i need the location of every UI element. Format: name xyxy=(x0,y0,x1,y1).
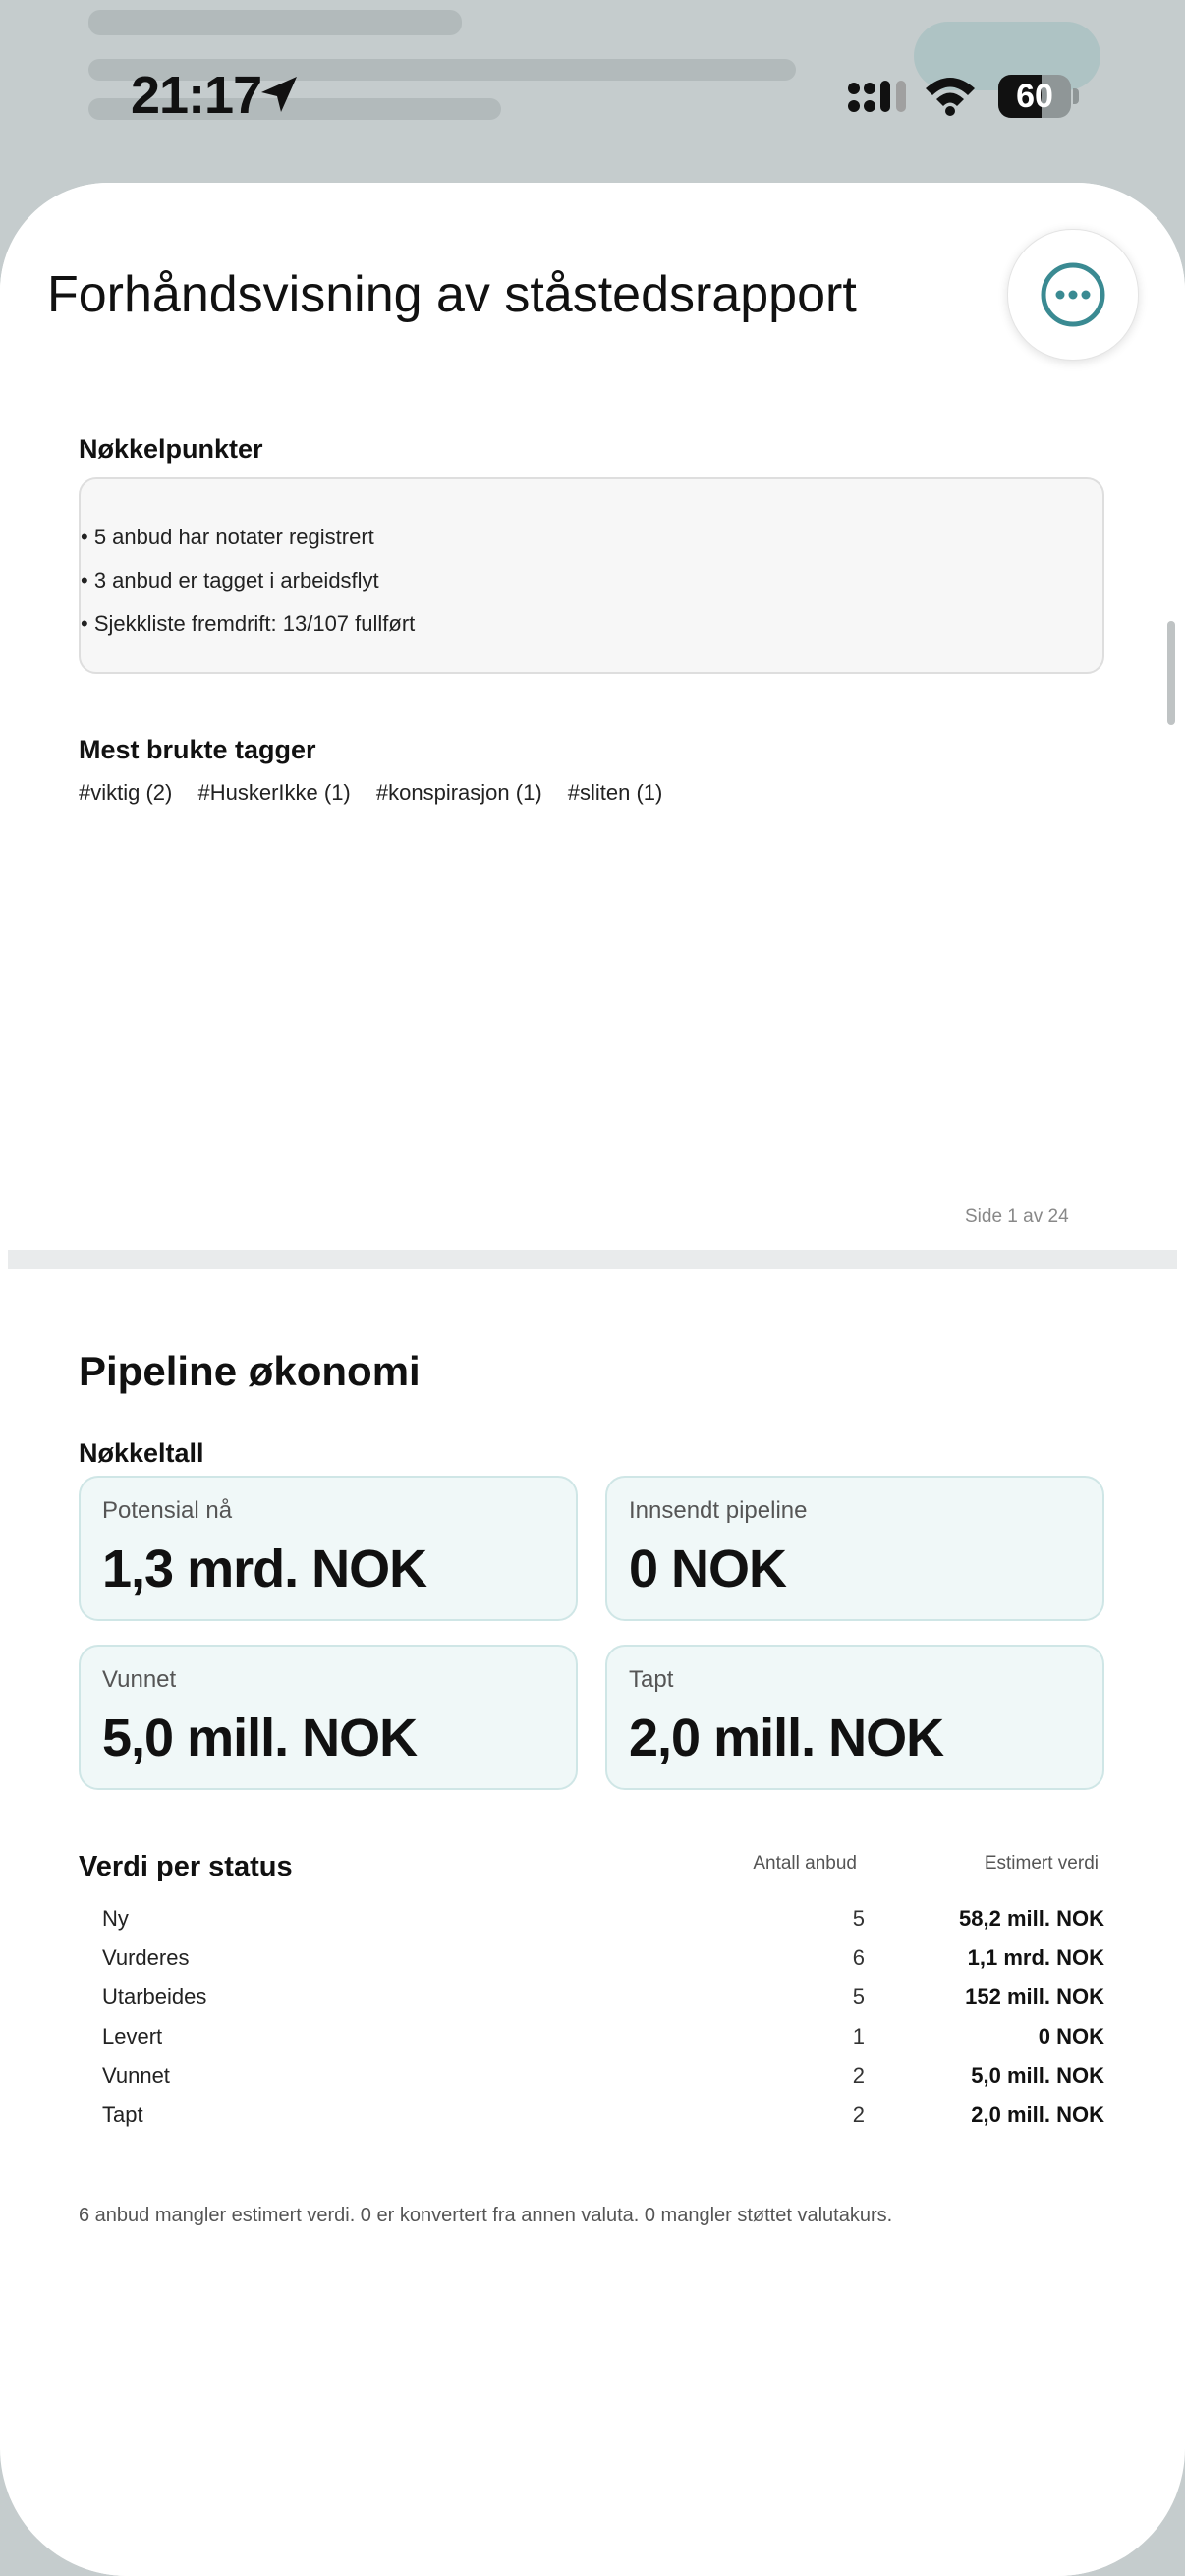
status-bar xyxy=(0,0,1185,187)
status-value: 152 mill. NOK xyxy=(965,1985,1104,2009)
status-count: 2 xyxy=(852,2102,865,2127)
report-page-1 xyxy=(8,389,1177,1250)
status-row xyxy=(102,2024,1104,2063)
status-row xyxy=(102,1985,1104,2024)
kpi-label: Potensial nå xyxy=(102,1497,233,1524)
pipeline-title: Pipeline økonomi xyxy=(79,1348,421,1394)
sheet-header xyxy=(0,183,1185,389)
status-name: Vurderes xyxy=(102,1945,190,1970)
report-preview-scroll[interactable] xyxy=(8,389,1177,2576)
key-point-item: • 3 anbud er tagget i arbeidsflyt xyxy=(81,568,379,592)
scrollbar-thumb[interactable] xyxy=(1167,621,1175,725)
kpi-label: Tapt xyxy=(629,1666,674,1693)
preview-sheet xyxy=(0,183,1185,2576)
battery-indicator xyxy=(998,75,1079,118)
tag-item: #sliten (1) xyxy=(567,780,663,805)
battery-tip xyxy=(1073,88,1079,104)
key-point-item: • Sjekkliste fremdrift: 13/107 fullført xyxy=(81,611,416,636)
wifi-icon xyxy=(922,73,979,116)
tag-item: #viktig (2) xyxy=(79,780,173,805)
status-row xyxy=(102,2102,1104,2142)
status-count: 2 xyxy=(852,2063,865,2088)
key-points-title: Nøkkelpunkter xyxy=(79,434,263,464)
location-arrow-icon xyxy=(257,73,301,116)
report-page-2 xyxy=(8,1269,1177,2576)
battery-body xyxy=(998,75,1071,118)
more-options-button[interactable] xyxy=(1007,229,1139,361)
page-number: Side 1 av 24 xyxy=(965,1206,1069,1227)
kpi-value: 0 NOK xyxy=(629,1540,787,1598)
status-footnote: 6 anbud mangler estimert verdi. 0 er konvertert fra annen valuta. 0 mangler støttet valutakurs. xyxy=(79,2205,893,2226)
ellipsis-circle-icon xyxy=(1040,261,1106,328)
status-count: 5 xyxy=(852,1985,865,2009)
kpi-label: Vunnet xyxy=(102,1666,177,1693)
status-row xyxy=(102,1906,1104,1945)
kpi-card-won xyxy=(79,1645,578,1790)
status-time: 21:17 xyxy=(131,66,262,125)
status-table-title: Verdi per status xyxy=(79,1851,293,1882)
kpi-value: 2,0 mill. NOK xyxy=(629,1708,944,1767)
kpi-value: 1,3 mrd. NOK xyxy=(102,1540,427,1598)
key-points-box xyxy=(79,477,1104,674)
status-name: Utarbeides xyxy=(102,1985,207,2009)
status-row xyxy=(102,1945,1104,1985)
battery-level-text: 60 xyxy=(1016,78,1053,115)
kpi-card-lost xyxy=(605,1645,1104,1790)
status-name: Levert xyxy=(102,2024,163,2048)
status-count: 6 xyxy=(852,1945,865,1970)
status-count: 1 xyxy=(852,2024,865,2048)
key-point-item: • 5 anbud har notater registrert xyxy=(81,525,374,549)
sheet-title: Forhåndsvisning av ståstedsrapport xyxy=(47,266,857,323)
status-value: 5,0 mill. NOK xyxy=(971,2063,1104,2088)
status-value: 0 NOK xyxy=(1038,2024,1104,2048)
status-value: 58,2 mill. NOK xyxy=(959,1906,1104,1931)
kpi-title: Nøkkeltall xyxy=(79,1438,204,1468)
status-value: 2,0 mill. NOK xyxy=(971,2102,1104,2127)
status-row xyxy=(102,2063,1104,2102)
cellular-signal-icon xyxy=(847,77,908,116)
status-name: Vunnet xyxy=(102,2063,170,2088)
status-count: 5 xyxy=(852,1906,865,1931)
column-header-value: Estimert verdi xyxy=(984,1853,1099,1874)
kpi-value: 5,0 mill. NOK xyxy=(102,1708,418,1767)
tag-item: #HuskerIkke (1) xyxy=(198,780,351,805)
tag-list xyxy=(79,780,682,806)
kpi-card-potential xyxy=(79,1476,578,1621)
kpi-card-submitted xyxy=(605,1476,1104,1621)
tag-item: #konspirasjon (1) xyxy=(375,780,542,805)
status-name: Ny xyxy=(102,1906,129,1931)
status-name: Tapt xyxy=(102,2102,143,2127)
status-value: 1,1 mrd. NOK xyxy=(967,1945,1104,1970)
column-header-count: Antall anbud xyxy=(753,1853,857,1874)
tags-title: Mest brukte tagger xyxy=(79,735,316,764)
kpi-label: Innsendt pipeline xyxy=(629,1497,808,1524)
